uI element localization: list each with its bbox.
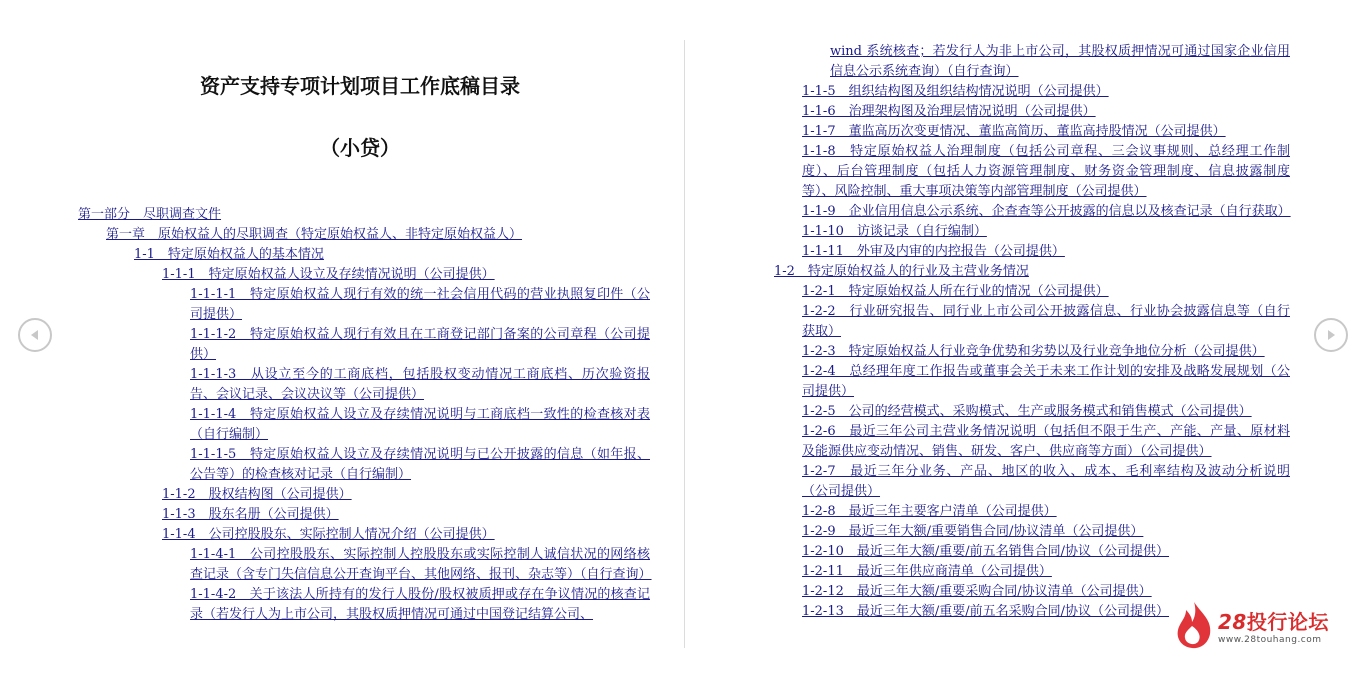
next-page-button[interactable] <box>1314 318 1348 352</box>
toc-entry[interactable] <box>60 585 650 625</box>
toc-entry[interactable] <box>770 522 1290 542</box>
toc-entry-link[interactable]: 1-2-10 最近三年大额/重要/前五名销售合同/协议（公司提供） <box>802 544 1170 559</box>
toc-entry-link[interactable]: 1-2-11 最近三年供应商清单（公司提供） <box>802 564 1052 579</box>
toc-entry-link[interactable]: 第一部分 尽职调查文件 <box>78 207 222 222</box>
toc-entry[interactable] <box>770 122 1290 142</box>
left-page <box>60 0 660 674</box>
toc-entry[interactable] <box>770 82 1290 102</box>
toc-entry-link[interactable]: 1-2-7 最近三年分业务、产品、地区的收入、成本、毛利率结构及波动分析说明（公司提供） <box>802 464 1290 499</box>
document-title: 资产支持专项计划项目工作底稿目录 <box>200 74 520 98</box>
toc-entry-link[interactable]: wind 系统核查；若发行人为非上市公司，其股权质押情况可通过国家企业信用信息公示系统查询）（自行查询） <box>830 44 1290 79</box>
toc-entry[interactable] <box>770 542 1290 562</box>
toc-entry[interactable] <box>60 265 650 285</box>
toc-entry[interactable] <box>770 102 1290 122</box>
site-watermark <box>1172 598 1342 652</box>
toc-entry-link[interactable]: 1-1-3 股东名册（公司提供） <box>162 507 339 522</box>
toc-entry[interactable] <box>60 245 650 265</box>
toc-entry-link[interactable]: 1-1-4-1 公司控股股东、实际控制人控股股东或实际控制人诚信状况的网络核查记录（含专门失信信息公开查询平台、其他网络、报刊、杂志等）（自行查询） <box>190 547 652 582</box>
toc-entry-link[interactable]: 1-1-1-2 特定原始权益人现行有效且在工商登记部门备案的公司章程（公司提供） <box>190 327 650 362</box>
toc-entry[interactable] <box>770 342 1290 362</box>
toc-entry[interactable] <box>770 422 1290 462</box>
toc-entry[interactable] <box>770 282 1290 302</box>
right-page <box>770 0 1300 674</box>
toc-entry-link[interactable]: 1-2-12 最近三年大额/重要采购合同/协议清单（公司提供） <box>802 584 1152 599</box>
toc-entry[interactable] <box>770 462 1290 502</box>
toc-entry-link[interactable]: 1-1-11 外审及内审的内控报告（公司提供） <box>802 244 1065 259</box>
toc-entry-link[interactable]: 第一章 原始权益人的尽职调查（特定原始权益人、非特定原始权益人） <box>106 227 523 242</box>
toc-entry[interactable] <box>770 502 1290 522</box>
toc-entry-link[interactable]: 1-2-4 总经理年度工作报告或董事会关于未来工作计划的安排及战略发展规划（公司提供） <box>802 364 1290 399</box>
toc-entry-link[interactable]: 1-1-5 组织结构图及组织结构情况说明（公司提供） <box>802 84 1109 99</box>
toc-entry-link[interactable]: 1-1-7 董监高历次变更情况、董监高简历、董监高持股情况（公司提供） <box>802 124 1226 139</box>
toc-entry[interactable] <box>770 142 1290 202</box>
toc-entry[interactable] <box>60 405 650 445</box>
toc-entry-link[interactable]: 1-2-9 最近三年大额/重要销售合同/协议清单（公司提供） <box>802 524 1144 539</box>
toc-entry-link[interactable]: 1-1-8 特定原始权益人治理制度（包括公司章程、三会议事规则、总经理工作制度）、后台管理制度（包括人力资源管理制度、财务资金管理制度、信息披露制度等）、风险控制、重大事项决策等内部管理制度（公司提供） <box>802 144 1290 199</box>
toc-entry-link[interactable]: 1-2-8 最近三年主要客户清单（公司提供） <box>802 504 1057 519</box>
toc-entry[interactable] <box>60 485 650 505</box>
toc-entry-link[interactable]: 1-2-2 行业研究报告、同行业上市公司公开披露信息、行业协会披露信息等（自行获取） <box>802 304 1290 339</box>
flame-logo-icon <box>1172 600 1216 650</box>
toc-entry-link[interactable]: 1-2-1 特定原始权益人所在行业的情况（公司提供） <box>802 284 1109 299</box>
watermark-url: www.28touhang.com <box>1218 634 1322 645</box>
toc-entry-link[interactable]: 1-2-5 公司的经营模式、采购模式、生产或服务模式和销售模式（公司提供） <box>802 404 1252 419</box>
page-divider <box>684 40 685 648</box>
watermark-name: 投行论坛 <box>1246 609 1329 634</box>
toc-entry-link[interactable]: 1-1-4 公司控股股东、实际控制人情况介绍（公司提供） <box>162 527 495 542</box>
toc-entry-link[interactable]: 1-2-3 特定原始权益人行业竞争优势和劣势以及行业竞争地位分析（公司提供） <box>802 344 1265 359</box>
toc-entry-link[interactable]: 1-2-6 最近三年公司主营业务情况说明（包括但不限于生产、产能、产量、原材料及能源供应变动情况、销售、研发、客户、供应商等方面）（公司提供） <box>802 424 1290 459</box>
toc-entry[interactable] <box>60 365 650 405</box>
toc-entry-link[interactable]: 1-1-2 股权结构图（公司提供） <box>162 487 352 502</box>
toc-entry-link[interactable]: 1-2 特定原始权益人的行业及主营业务情况 <box>774 264 1029 279</box>
toc-entry[interactable] <box>60 445 650 485</box>
toc-entry-link[interactable]: 1-1 特定原始权益人的基本情况 <box>134 247 324 262</box>
toc-entry-link[interactable]: 1-1-1 特定原始权益人设立及存续情况说明（公司提供） <box>162 267 495 282</box>
document-subtitle: （小贷） <box>320 136 400 160</box>
toc-entry-link[interactable]: 1-1-4-2 关于该法人所持有的发行人股份/股权被质押或存在争议情况的核查记录（若发行人为上市公司，其股权质押情况可通过中国登记结算公司、 <box>190 587 650 622</box>
toc-entry[interactable] <box>60 225 650 245</box>
toc-entry-link[interactable]: 1-1-1-5 特定原始权益人设立及存续情况说明与已公开披露的信息（如年报、公告等）的检查核对记录（自行编制） <box>190 447 650 482</box>
toc-entry-link[interactable]: 1-1-1-3 从设立至今的工商底档，包括股权变动情况工商底档、历次验资报告、会议记录、会议决议等（公司提供） <box>190 367 650 402</box>
toc-entry-link[interactable]: 1-1-1-4 特定原始权益人设立及存续情况说明与工商底档一致性的检查核对表（自行编制） <box>190 407 650 442</box>
toc-entry-link[interactable]: 1-1-10 访谈记录（自行编制） <box>802 224 987 239</box>
right-toc-list <box>770 42 1290 622</box>
toc-entry-link[interactable]: 1-1-9 企业信用信息公示系统、企查查等公开披露的信息以及核查记录（自行获取） <box>802 204 1291 219</box>
toc-entry[interactable] <box>770 302 1290 342</box>
toc-entry[interactable] <box>770 242 1290 262</box>
chevron-left-icon <box>28 328 42 342</box>
toc-entry[interactable] <box>60 205 650 225</box>
toc-entry-link[interactable]: 1-1-6 治理架构图及治理层情况说明（公司提供） <box>802 104 1096 119</box>
toc-entry[interactable] <box>770 202 1290 222</box>
toc-entry[interactable] <box>60 325 650 365</box>
toc-entry[interactable] <box>770 42 1290 82</box>
prev-page-button[interactable] <box>18 318 52 352</box>
toc-entry[interactable] <box>60 505 650 525</box>
toc-entry[interactable] <box>770 262 1290 282</box>
toc-entry[interactable] <box>770 562 1290 582</box>
left-toc-list <box>60 205 650 625</box>
chevron-right-icon <box>1324 328 1338 342</box>
toc-entry[interactable] <box>770 402 1290 422</box>
toc-entry[interactable] <box>60 545 650 585</box>
toc-entry[interactable] <box>60 285 650 325</box>
toc-entry-link[interactable]: 1-1-1-1 特定原始权益人现行有效的统一社会信用代码的营业执照复印件（公司提供） <box>190 287 650 322</box>
toc-entry[interactable] <box>770 362 1290 402</box>
watermark-number: 28 <box>1218 609 1247 634</box>
toc-entry[interactable] <box>770 222 1290 242</box>
toc-entry-link[interactable]: 1-2-13 最近三年大额/重要/前五名采购合同/协议（公司提供） <box>802 604 1170 619</box>
toc-entry[interactable] <box>60 525 650 545</box>
